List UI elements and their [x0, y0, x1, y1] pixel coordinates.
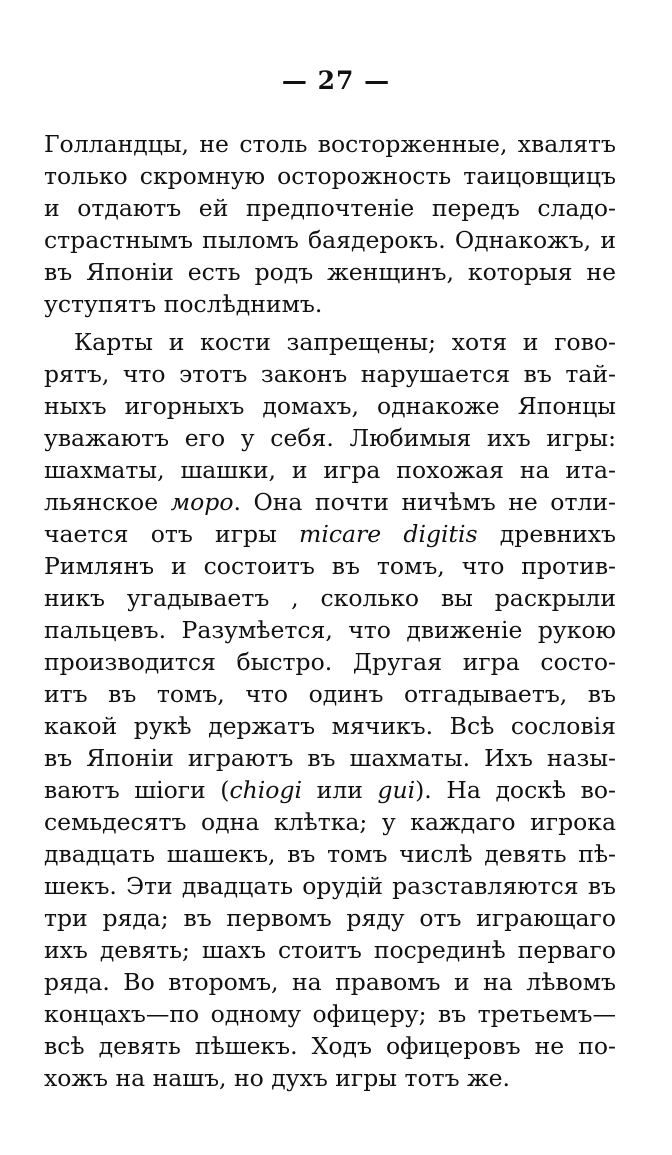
text-line: только скромную осторожность таицовщицъ: [44, 162, 616, 190]
text-line: концахъ—по одному офицеру; въ третьемъ—: [44, 1000, 616, 1028]
text-line: ряда. Во второмъ, на правомъ и на лѣвомъ: [44, 968, 616, 996]
body-text: [44, 128, 616, 1094]
text-line: и отдаютъ ей предпочтеніе передъ сладо-: [44, 194, 616, 222]
text-line: Карты и кости запрещены; хотя и гово-: [74, 328, 616, 356]
text-line: рятъ, что этотъ законъ нарушается въ тай-: [44, 360, 616, 388]
page-number: — 27 —: [281, 66, 391, 95]
text-line: льянское моро. Она почти ничѣмъ не отли-: [44, 488, 616, 516]
text-line: Римлянъ и состоитъ въ томъ, что против-: [44, 552, 616, 580]
text-line: шахматы, шашки, и игра похожая на ита-: [44, 456, 616, 484]
text-line: въ Японіи играютъ въ шахматы. Ихъ назы-: [44, 744, 616, 772]
text-line: уступятъ послѣднимъ.: [44, 290, 323, 318]
text-line: итъ въ томъ, что одинъ отгадываетъ, въ: [44, 680, 616, 708]
text-line: семьдесятъ одна клѣтка; у каждаго игрока: [44, 808, 616, 836]
text-line: шекъ. Эти двадцать орудій разставляются въ: [44, 872, 616, 900]
text-line: всѣ девять пѣшекъ. Ходъ офицеровъ не по-: [44, 1032, 616, 1060]
text-line: уважаютъ его у себя. Любимыя ихъ игры:: [44, 424, 616, 452]
text-line: двадцать шашекъ, въ томъ числѣ девять пѣ-: [44, 840, 616, 868]
text-line: ихъ девять; шахъ стоитъ посрединѣ перваго: [44, 936, 616, 964]
text-line: хожъ на нашъ, но духъ игры тотъ же.: [44, 1064, 511, 1092]
text-line: чается отъ игры micare digitis древнихъ: [44, 520, 616, 548]
text-line: пальцевъ. Разумѣется, что движеніе рукою: [44, 616, 616, 644]
text-line: никъ угадываетъ , сколько вы раскрыли: [44, 584, 616, 612]
text-line: страстнымъ пыломъ баядерокъ. Однакожъ, и: [44, 226, 616, 254]
text-line: какой рукѣ держатъ мячикъ. Всѣ сословія: [44, 712, 616, 740]
text-line: ваютъ шіоги (chiogi или gui). На доскѣ во-: [44, 776, 616, 804]
text-line: три ряда; въ первомъ ряду отъ играющаго: [44, 904, 616, 932]
text-line: въ Японіи есть родъ женщинъ, которыя не: [44, 258, 616, 286]
text-line: производится быстро. Другая игра состо-: [44, 648, 616, 676]
text-line: Голландцы, не столь восторженные, хвалятъ: [44, 130, 616, 158]
text-line: ныхъ игорныхъ домахъ, однакоже Японцы: [44, 392, 616, 420]
